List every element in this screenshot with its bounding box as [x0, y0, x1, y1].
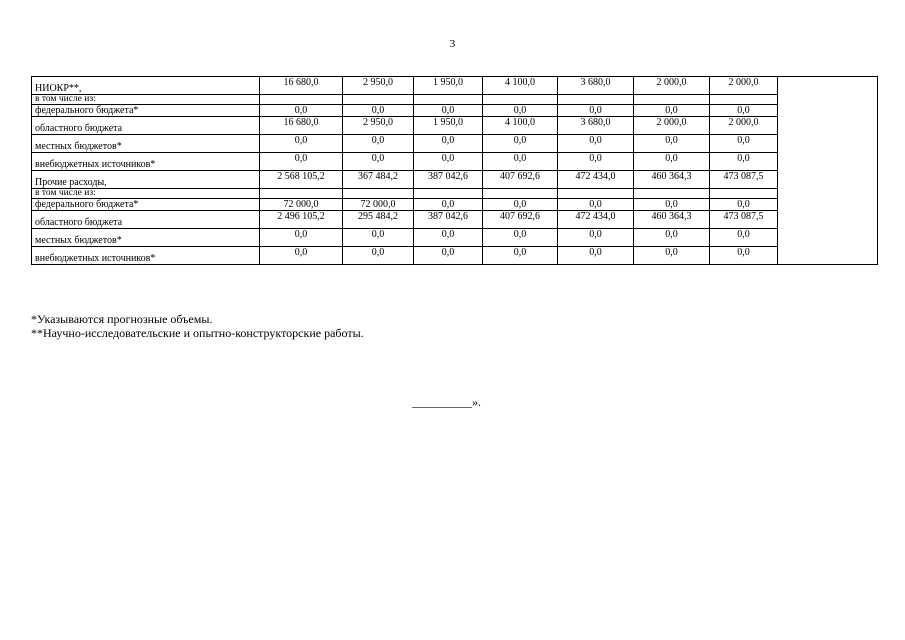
value-cell: 0,0	[558, 229, 634, 247]
value-cell: 0,0	[710, 247, 778, 265]
value-cell: 0,0	[483, 199, 558, 211]
value-cell: 0,0	[710, 105, 778, 117]
value-cell: 72 000,0	[260, 199, 343, 211]
value-cell: 0,0	[710, 229, 778, 247]
empty-cell	[778, 153, 878, 171]
value-cell: 0,0	[634, 229, 710, 247]
value-cell: 0,0	[343, 153, 414, 171]
value-cell	[483, 95, 558, 105]
value-cell: 0,0	[483, 153, 558, 171]
empty-cell	[778, 77, 878, 95]
value-cell: 0,0	[558, 199, 634, 211]
value-cell: 472 434,0	[558, 171, 634, 189]
value-cell: 0,0	[343, 247, 414, 265]
value-cell: 1 950,0	[414, 117, 483, 135]
value-cell: 2 000,0	[634, 77, 710, 95]
value-cell: 0,0	[260, 105, 343, 117]
value-cell	[710, 189, 778, 199]
value-cell: 2 568 105,2	[260, 171, 343, 189]
value-cell: 0,0	[558, 153, 634, 171]
value-cell: 0,0	[483, 105, 558, 117]
footnotes	[31, 312, 364, 340]
value-cell: 2 000,0	[710, 117, 778, 135]
value-cell: 0,0	[483, 229, 558, 247]
value-cell	[483, 189, 558, 199]
row-label: внебюджетных источников*	[32, 247, 260, 265]
value-cell: 2 000,0	[710, 77, 778, 95]
closing-mark: __________».	[412, 395, 481, 409]
value-cell	[343, 189, 414, 199]
row-label: Прочие расходы,	[32, 171, 260, 189]
value-cell	[634, 189, 710, 199]
empty-cell	[778, 247, 878, 265]
value-cell: 0,0	[414, 135, 483, 153]
budget-table	[31, 76, 878, 265]
table-row	[32, 247, 878, 265]
value-cell: 2 950,0	[343, 117, 414, 135]
value-cell	[414, 189, 483, 199]
value-cell	[260, 189, 343, 199]
empty-cell	[778, 171, 878, 189]
empty-cell	[778, 117, 878, 135]
row-label: областного бюджета	[32, 117, 260, 135]
value-cell	[558, 95, 634, 105]
empty-cell	[778, 189, 878, 199]
value-cell: 407 692,6	[483, 211, 558, 229]
value-cell: 3 680,0	[558, 117, 634, 135]
empty-cell	[778, 135, 878, 153]
row-label: в том числе из:	[32, 189, 260, 199]
value-cell: 407 692,6	[483, 171, 558, 189]
value-cell	[260, 95, 343, 105]
value-cell: 0,0	[710, 153, 778, 171]
table-row	[32, 135, 878, 153]
table-row	[32, 153, 878, 171]
table-row	[32, 77, 878, 95]
table-row	[32, 95, 878, 105]
value-cell	[414, 95, 483, 105]
table-row	[32, 117, 878, 135]
value-cell: 473 087,5	[710, 171, 778, 189]
value-cell: 0,0	[483, 247, 558, 265]
value-cell: 16 680,0	[260, 117, 343, 135]
value-cell: 0,0	[414, 229, 483, 247]
value-cell: 0,0	[634, 199, 710, 211]
value-cell: 0,0	[710, 135, 778, 153]
value-cell	[343, 95, 414, 105]
value-cell: 72 000,0	[343, 199, 414, 211]
value-cell: 0,0	[558, 135, 634, 153]
table-row	[32, 171, 878, 189]
value-cell: 0,0	[260, 153, 343, 171]
value-cell	[558, 189, 634, 199]
row-label: федерального бюджета*	[32, 199, 260, 211]
value-cell: 0,0	[260, 135, 343, 153]
row-label: местных бюджетов*	[32, 135, 260, 153]
value-cell: 2 496 105,2	[260, 211, 343, 229]
empty-cell	[778, 105, 878, 117]
row-label: внебюджетных источников*	[32, 153, 260, 171]
row-label: областного бюджета	[32, 211, 260, 229]
value-cell	[710, 95, 778, 105]
value-cell: 0,0	[414, 247, 483, 265]
value-cell: 367 484,2	[343, 171, 414, 189]
value-cell: 0,0	[634, 153, 710, 171]
value-cell: 387 042,6	[414, 211, 483, 229]
value-cell: 473 087,5	[710, 211, 778, 229]
table-row	[32, 189, 878, 199]
page-number: 3	[449, 38, 456, 50]
empty-cell	[778, 199, 878, 211]
value-cell: 4 100,0	[483, 117, 558, 135]
footnote-niokr: **Научно-исследовательские и опытно-конструкторские работы.	[31, 326, 364, 340]
value-cell: 387 042,6	[414, 171, 483, 189]
value-cell: 0,0	[414, 153, 483, 171]
value-cell: 0,0	[343, 135, 414, 153]
footnote-forecast: *Указываются прогнозные объемы.	[31, 312, 213, 326]
value-cell: 460 364,3	[634, 171, 710, 189]
value-cell: 472 434,0	[558, 211, 634, 229]
value-cell: 4 100,0	[483, 77, 558, 95]
empty-cell	[778, 95, 878, 105]
value-cell: 0,0	[414, 105, 483, 117]
value-cell: 0,0	[710, 199, 778, 211]
value-cell: 0,0	[414, 199, 483, 211]
value-cell: 0,0	[260, 247, 343, 265]
value-cell: 2 000,0	[634, 117, 710, 135]
value-cell: 0,0	[343, 229, 414, 247]
row-label: федерального бюджета*	[32, 105, 260, 117]
table-row	[32, 105, 878, 117]
value-cell: 0,0	[634, 135, 710, 153]
value-cell: 1 950,0	[414, 77, 483, 95]
empty-cell	[778, 211, 878, 229]
table-body	[32, 77, 878, 265]
table-row	[32, 211, 878, 229]
row-label: в том числе из:	[32, 95, 260, 105]
value-cell: 0,0	[634, 247, 710, 265]
value-cell: 0,0	[343, 105, 414, 117]
value-cell: 0,0	[558, 105, 634, 117]
value-cell: 0,0	[558, 247, 634, 265]
value-cell: 16 680,0	[260, 77, 343, 95]
value-cell	[634, 95, 710, 105]
value-cell: 2 950,0	[343, 77, 414, 95]
value-cell: 0,0	[483, 135, 558, 153]
row-label: местных бюджетов*	[32, 229, 260, 247]
table-row	[32, 199, 878, 211]
value-cell: 0,0	[634, 105, 710, 117]
value-cell: 3 680,0	[558, 77, 634, 95]
value-cell: 0,0	[260, 229, 343, 247]
value-cell: 295 484,2	[343, 211, 414, 229]
table-row	[32, 229, 878, 247]
empty-cell	[778, 229, 878, 247]
row-label: НИОКР**,	[32, 77, 260, 95]
value-cell: 460 364,3	[634, 211, 710, 229]
